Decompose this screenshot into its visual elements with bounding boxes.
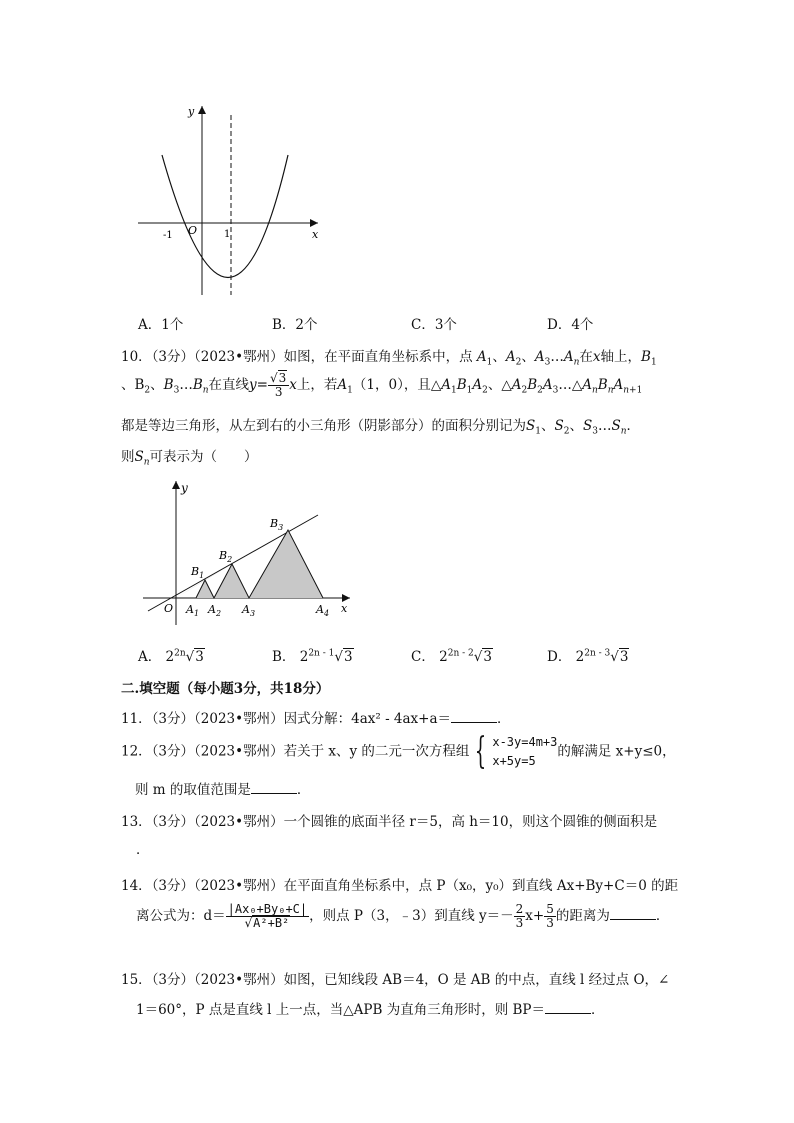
q9-tick-1: 1: [224, 229, 231, 240]
q10-option-d[interactable]: D． $2^{2n - 3}√3$: [547, 648, 629, 665]
section-title: 二.填空题（每小题3分，共18分）: [121, 681, 330, 697]
q9-option-d[interactable]: D．4个: [547, 317, 594, 333]
q10-line4: 则$S_n$可表示为（ ）: [121, 449, 258, 468]
label-a1: $A_1$: [186, 603, 200, 618]
label-a3: $A_3$: [242, 603, 256, 618]
label-b2: $B_2$: [219, 549, 233, 564]
q10-x-axis-label: x: [341, 602, 348, 615]
q10-y-axis-label: y: [181, 481, 188, 495]
q10-line1: 10．（3分）（2023•鄂州）如图，在平面直角坐标系中，点 $A_1$、$A_2$、$A_3\dots A_n$在x轴上，$B_1$: [121, 349, 657, 368]
q9-option-c[interactable]: C．3个: [411, 317, 457, 333]
q9-x-axis-label: x: [312, 228, 319, 241]
q9-origin-label: O: [188, 224, 198, 237]
q9-option-a[interactable]: A．1个: [138, 317, 184, 333]
q10-line3: 都是等边三角形，从左到右的小三角形（阴影部分）的面积分别记为$S_1$、$S_2$、$S_3\dots S_n$．: [121, 418, 640, 437]
label-b1: $B_1$: [191, 565, 205, 580]
label-a2: $A_2$: [208, 603, 222, 618]
q10-triangles-figure: [138, 475, 358, 625]
q10-option-c[interactable]: C． $2^{2n - 2}√3$: [411, 648, 492, 665]
q15-line1: 15．（3分）（2023•鄂州）如图，已知线段 AB＝4，O 是 AB 的中点，直线 l 经过点 O，∠: [121, 972, 670, 988]
q13-line1: 13．（3分）（2023•鄂州）一个圆锥的底面半径 r＝5，高 h＝10，则这个圆锥的侧面积是: [121, 814, 658, 830]
q12-line2: 则 m 的取值范围是 ．: [135, 782, 311, 798]
q12-answer-blank[interactable]: [251, 781, 297, 794]
label-b3: $B_3$: [270, 517, 284, 532]
q15-line2: 1＝60°，P 点是直线 l 上一点，当△APB 为直角三角形时，则 BP＝ ．: [136, 1002, 605, 1018]
q10-option-a[interactable]: A． $2^{2n}√3$: [138, 648, 204, 665]
q14-line1: 14．（3分）（2023•鄂州）在平面直角坐标系中，点 P（x₀，y₀）到直线 Ax+By+C＝0 的距: [121, 878, 679, 894]
q9-y-axis-label: y: [188, 105, 195, 118]
q10-origin-label: O: [164, 602, 174, 615]
q11-answer-blank[interactable]: [451, 710, 497, 723]
q14-line2: 离公式为：d＝ $\frac{\text{|Ax₀+By₀+C|}}{\text{√A²+B²}}$ ，则点 P（3，﹣3）到直线 y＝－ $\frac{2}{3}$ x+ $\frac{5}{3}$ 的距离为 ．: [136, 902, 670, 930]
q9-option-b[interactable]: B．2个: [272, 317, 318, 333]
q10-line2: 、$B_2$、$B_3\dots B_n$在直线y= $\frac{√3}{3}$ x上，若$A_1(1$，0），且$\triangle A_1B_1A_2$、$\triangle A_2B_2A_3\dots\triangle A_nB_nA_{n+1}$: [121, 371, 643, 399]
q10-option-b[interactable]: B． $2^{2n - 1}√3$: [272, 648, 353, 665]
q9-parabola-figure: [128, 100, 328, 300]
q13-line2: ．: [136, 842, 150, 858]
label-a4: $A_4$: [316, 603, 330, 618]
q11: 11．（3分）（2023•鄂州）因式分解：4ax² - 4ax+a＝ ．: [121, 711, 511, 727]
q14-answer-blank[interactable]: [610, 907, 656, 920]
q12-line1: 12．（3分）（2023•鄂州）若关于 x、y 的二元一次方程组 { x-3y=4m+3 x+5y=5 的解满足 x+y≤0，: [121, 731, 676, 772]
q15-answer-blank[interactable]: [545, 1001, 591, 1014]
q9-tick-neg1: -1: [163, 230, 173, 241]
